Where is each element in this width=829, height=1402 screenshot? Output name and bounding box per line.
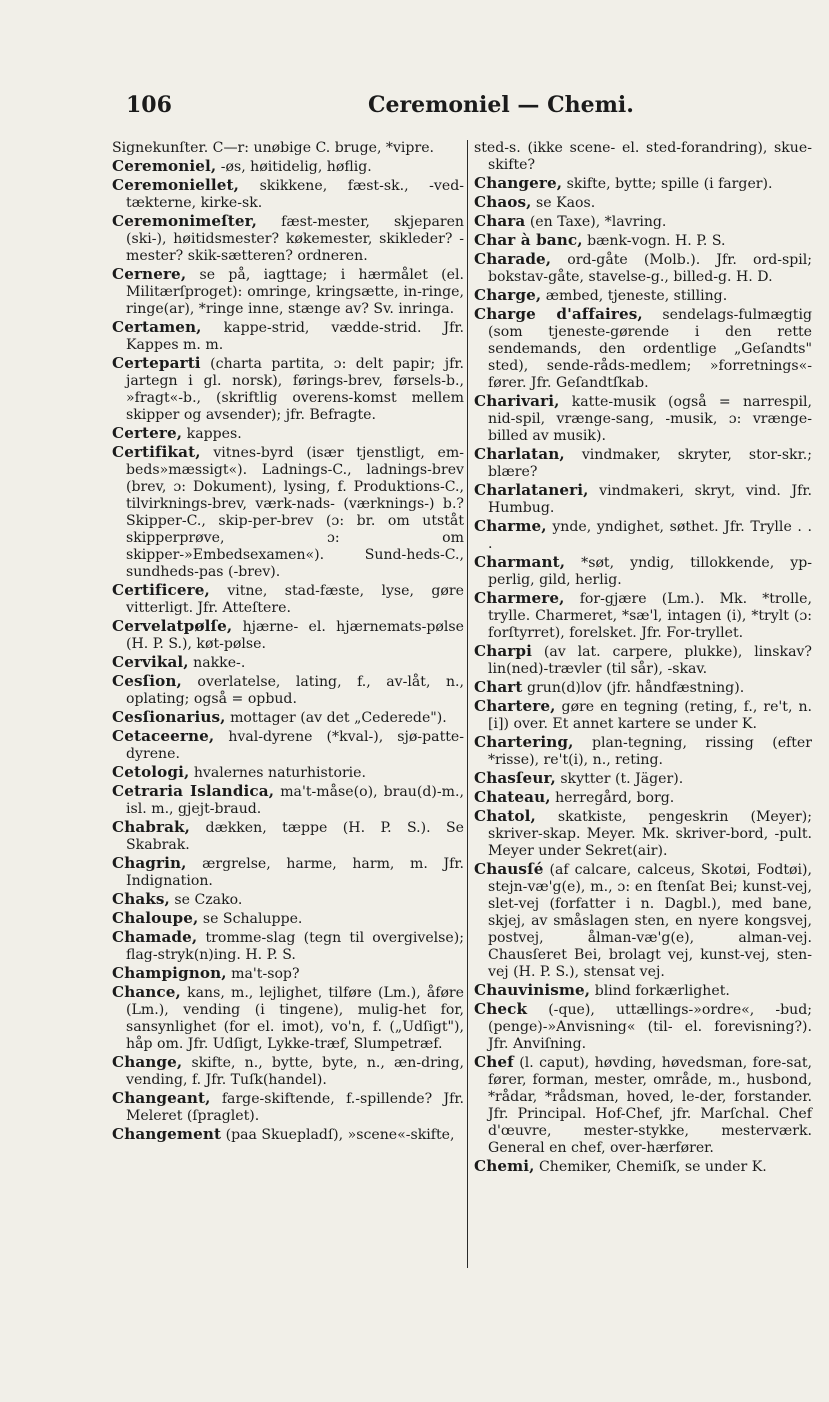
dictionary-entry: [474, 679, 812, 697]
entry-definition: se Schaluppe.: [202, 911, 303, 927]
dictionary-entry: [474, 808, 812, 860]
entry-headword: Cesſion,: [112, 672, 182, 690]
entry-definition: (en Taxe), *lavring.: [529, 214, 667, 230]
dictionary-entry: [112, 984, 464, 1053]
entry-definition: kappe-strid, vædde-strid. Jfr. Kappes m. m.: [126, 320, 465, 353]
entry-headword: Check: [474, 1000, 528, 1018]
entry-definition: (charta partita, ɔ: delt papir; jfr. jartegn i gl. norsk), førings-brev, førsels-b., »fragt«-b., (skriftlig overens-komst mellem skipper og avsender); jfr. Befragte.: [126, 356, 464, 423]
dictionary-entry: [112, 764, 464, 782]
dictionary-entry: [112, 819, 464, 854]
entry-definition: nakke-.: [193, 655, 246, 671]
entry-headword: Chauvinisme,: [474, 981, 591, 999]
entry-headword: Chartering,: [474, 733, 574, 751]
entry-headword: Cetologi,: [112, 763, 190, 781]
dictionary-entry: [474, 518, 812, 553]
dictionary-entry: [474, 232, 812, 250]
dictionary-entry: [112, 1090, 464, 1125]
dictionary-entry: [474, 175, 812, 193]
entry-headword: Chabrak,: [112, 818, 191, 836]
entry-headword: Charlataneri,: [474, 481, 589, 499]
entry-headword: Charade,: [474, 250, 552, 268]
entry-headword: Chaks,: [112, 890, 170, 908]
dictionary-entry: [474, 554, 812, 589]
entry-headword: Chasſeur,: [474, 769, 556, 787]
entry-headword: Chaos,: [474, 193, 532, 211]
column-divider: [467, 140, 468, 1268]
entry-headword: Chara: [474, 212, 526, 230]
dictionary-entry: [112, 158, 464, 176]
dictionary-entry: [474, 393, 812, 445]
entry-definition: blind forkærlighet.: [594, 983, 730, 999]
dictionary-entry: [112, 582, 464, 617]
entry-headword: Cervikal,: [112, 653, 189, 671]
dictionary-entry: [112, 728, 464, 763]
dictionary-entry: [112, 855, 464, 890]
entry-definition: hjærne- el. hjærnemats-pølse (H. P. S.), køt-pølse.: [126, 619, 465, 652]
dictionary-entry: [112, 355, 464, 424]
entry-headword: Charge d'affaires,: [474, 305, 643, 323]
entry-definition: (av lat. carpere, plukke), linskav? lin(ned)-trævler (til sår), -skav.: [488, 644, 812, 677]
dictionary-entry: [474, 140, 812, 174]
dictionary-entry: [474, 734, 812, 769]
entry-headword: Certamen,: [112, 318, 202, 336]
entry-headword: Char à banc,: [474, 231, 583, 249]
entry-headword: Changeant,: [112, 1089, 211, 1107]
entry-headword: Certeparti: [112, 354, 201, 372]
entry-headword: Cetraria Islandica,: [112, 782, 275, 800]
entry-definition: (l. caput), høvding, høvedsman, fore-sat, fører, forman, mester, område, m., husbond, *rådar, *rådsman, hoved, le-der, forstander. Jfr. Principal. Hof-Chef, jfr. Marſchal. Chef d'œuvre, mester-stykke, mesterværk. General en chef, over-hærfører.: [488, 1055, 812, 1156]
entry-definition: farge-skiftende, f.-spillende? Jfr. Meleret (ſpraglet).: [126, 1091, 465, 1124]
entry-headword: Changere,: [474, 174, 563, 192]
entry-headword: Certificere,: [112, 581, 210, 599]
entry-headword: Chamade,: [112, 928, 198, 946]
dictionary-entry: [112, 654, 464, 672]
entry-headword: Cernere,: [112, 265, 187, 283]
entry-headword: Charme,: [474, 517, 547, 535]
entry-definition: hvalernes naturhistorie.: [193, 765, 367, 781]
entry-headword: Ceremoniellet,: [112, 176, 239, 194]
entry-definition: for-gjære (Lm.). Mk. *trolle, trylle. Charmeret, *sæ'l, intagen (i), *trylt (ɔ: forſtyrret), forelsket. Jfr. For-tryllet.: [488, 591, 812, 641]
dictionary-entry: [474, 698, 812, 733]
dictionary-entry: [112, 444, 464, 581]
dictionary-entry: [112, 1126, 464, 1144]
entry-definition: (af calcare, calceus, Skotøi, Fodtøi), stejn-væ'g(e), m., ɔ: en ſtenſat Bei; kunst-vej, slet-vej (forfatter i n. Dagbl.), med bane, skjej, av småslagen sten, en nyere kongsvej, postvej, ålman-væ'g(e), alman-vej. Chausſeret Bei, brolagt vej, kunst-vej, sten-vej (H. P. S.), stensat vej.: [488, 862, 812, 980]
entry-definition: sendelags-fulmægtig (som tjeneste-gørende i den rette sendemands, den ordentlige „Geſandts" sted), sende-råds-medlem; »forretnings«-fører. Jfr. Geſandtſkab.: [488, 307, 812, 391]
entry-headword: Chance,: [112, 983, 181, 1001]
entry-definition: overlatelse, lating, f., av-låt, n., oplating; også = opbud.: [126, 674, 464, 707]
page-title: Ceremoniel — Chemi.: [368, 92, 634, 118]
entry-definition: (-que), uttællings-»ordre«, -bud; (penge)-»Anvisning« (til- el. forevisning?). Jfr. Anviſning.: [488, 1002, 813, 1052]
entry-headword: Charivari,: [474, 392, 560, 410]
dictionary-entry: [112, 1054, 464, 1089]
dictionary-entry: [112, 929, 464, 964]
entry-definition: gøre en tegning (reting, f., re't, n. [i]) over. Et annet kartere se under K.: [488, 699, 813, 732]
dictionary-entry: [474, 446, 812, 481]
entry-definition: skifte, bytte; spille (i farger).: [566, 176, 773, 192]
entry-definition: ord-gåte (Molb.). Jfr. ord-spil; bokstav-gåte, stavelse-g., billed-g. H. D.: [488, 252, 812, 285]
entry-definition: bænk-vogn. H. P. S.: [587, 233, 726, 249]
dictionary-entry: [474, 982, 812, 1000]
entry-headword: Champignon,: [112, 964, 227, 982]
left-column: [112, 140, 464, 1145]
dictionary-entry: [474, 287, 812, 305]
entry-definition: -øs, høitidelig, høflig.: [220, 159, 372, 175]
page-number: 106: [126, 92, 172, 118]
dictionary-entry: [474, 770, 812, 788]
entry-headword: Ceremonimeſter,: [112, 212, 258, 230]
dictionary-entry: [474, 306, 812, 392]
entry-headword: Certere,: [112, 424, 183, 442]
dictionary-entry: [112, 425, 464, 443]
entry-headword: Changement: [112, 1125, 222, 1143]
entry-definition: vitne, stad-fæste, lyse, gøre vitterligt. Jfr. Atteſtere.: [126, 583, 464, 616]
dictionary-entry: [112, 213, 464, 265]
entry-headword: Chef: [474, 1053, 514, 1071]
entry-definition: Signekunſter. C—r: unøbige C. bruge, *vipre.: [112, 140, 435, 156]
entry-definition: mottager (av det „Cederede").: [230, 710, 447, 726]
dictionary-entry: [474, 482, 812, 517]
entry-headword: Chartere,: [474, 697, 556, 715]
entry-headword: Chateau,: [474, 788, 551, 806]
dictionary-entry: [112, 910, 464, 928]
entry-headword: Charmant,: [474, 553, 566, 571]
entry-definition: ma't-sop?: [231, 966, 300, 982]
dictionary-entry: [112, 618, 464, 653]
entry-headword: Chatol,: [474, 807, 536, 825]
dictionary-entry: [474, 213, 812, 231]
entry-definition: skikkene, fæst-sk., -ved-tækterne, kirke-sk.: [126, 178, 465, 211]
entry-headword: Ceremoniel,: [112, 157, 217, 175]
entry-definition: ærgrelse, harme, harm, m. Jfr. Indignation.: [126, 856, 464, 889]
entry-headword: Cetaceerne,: [112, 727, 215, 745]
entry-definition: *søt, yndig, tillokkende, yp-perlig, gild, herlig.: [488, 555, 812, 588]
entry-definition: æmbed, tjeneste, stilling.: [545, 288, 728, 304]
entry-definition: skatkiste, pengeskrin (Meyer); skriver-skap. Meyer. Mk. skriver-bord, -pult. Meyer under Sekret(air).: [488, 809, 812, 859]
entry-headword: Certifikat,: [112, 443, 201, 461]
entry-headword: Charpi: [474, 642, 532, 660]
dictionary-entry: [112, 709, 464, 727]
entry-definition: (paa Skuepladſ), »scene«-skifte,: [225, 1127, 455, 1143]
dictionary-entry: [112, 965, 464, 983]
entry-definition: grun(d)lov (jfr. håndfæstning).: [526, 680, 745, 696]
dictionary-entry: [474, 861, 812, 981]
entry-headword: Charge,: [474, 286, 542, 304]
dictionary-entry: [474, 1001, 812, 1053]
dictionary-entry: [112, 140, 464, 157]
entry-headword: Chausſé: [474, 860, 544, 878]
dictionary-entry: [112, 783, 464, 818]
entry-definition: tromme-slag (tegn til overgivelse); flag-stryk(n)ing. H. P. S.: [126, 930, 464, 963]
entry-definition: skifte, n., bytte, byte, n., æn-dring, vending, f. Jfr. Tuſk(handel).: [126, 1055, 464, 1088]
entry-headword: Chemi,: [474, 1157, 535, 1175]
entry-definition: ma't-måse(o), brau(d)-m., isl. m., gjejt-braud.: [126, 784, 464, 817]
entry-definition: vindmakeri, skryt, vind. Jfr. Humbug.: [488, 483, 812, 516]
entry-definition: se på, iagttage; i hærmålet (el. Militærſproget): omringe, kringsætte, in-ringe, ringe(ar), *ringe inne, stænge av? Sv. inringa.: [126, 267, 464, 317]
entry-definition: dækken, tæppe (H. P. S.). Se Skabrak.: [126, 820, 464, 853]
entry-definition: sted-s. (ikke scene- el. sted-forandring), skue-skifte?: [474, 140, 812, 173]
dictionary-entry: [112, 266, 464, 318]
entry-headword: Cervelatpølſe,: [112, 617, 233, 635]
dictionary-entry: [474, 789, 812, 807]
dictionary-entry: [474, 1054, 812, 1157]
entry-headword: Chaloupe,: [112, 909, 199, 927]
dictionary-entry: [112, 891, 464, 909]
entry-definition: kans, m., lejlighet, tilføre (Lm.), åføre (Lm.), vending (i tingene), mulig-het for, sansynlighet (for el. imot), vo'n, f. („Udſigt"), håp om. Jfr. Udſigt, Lykke-træf, Slumpetræf.: [126, 985, 465, 1052]
entry-definition: kappes.: [186, 426, 242, 442]
entry-headword: Chagrin,: [112, 854, 187, 872]
entry-definition: fæst-mester, skjeparen (ski-), høitidsmester? køkemester, skikleder? -mester? skik-sætteren? ordneren.: [126, 214, 465, 264]
entry-definition: vindmaker, skryter, stor-skr.; blære?: [488, 447, 813, 480]
entry-definition: se Kaos.: [536, 195, 596, 211]
dictionary-entry: [474, 194, 812, 212]
entry-definition: plan-tegning, rissing (efter *risse), re't(i), n., reting.: [488, 735, 812, 768]
dictionary-entry: [474, 1158, 812, 1176]
dictionary-entry: [112, 177, 464, 212]
dictionary-entry: [112, 319, 464, 354]
entry-headword: Chart: [474, 678, 523, 696]
dictionary-entry: [474, 643, 812, 678]
dictionary-entry: [474, 251, 812, 286]
dictionary-entry: [474, 590, 812, 642]
entry-definition: herregård, borg.: [555, 790, 675, 806]
right-column: [474, 140, 812, 1177]
entry-headword: Change,: [112, 1053, 183, 1071]
entry-definition: skytter (t. Jäger).: [560, 771, 684, 787]
entry-headword: Cesſionarius,: [112, 708, 226, 726]
entry-headword: Charlatan,: [474, 445, 565, 463]
entry-headword: Charmere,: [474, 589, 565, 607]
entry-definition: hval-dyrene (*kval-), sjø-patte-dyrene.: [126, 729, 464, 762]
entry-definition: se Czako.: [174, 892, 243, 908]
entry-definition: Chemiker, Chemiſk, se under K.: [539, 1159, 767, 1175]
dictionary-entry: [112, 673, 464, 708]
entry-definition: vitnes-byrd (især tjenstligt, em-beds»mæssigt«). Ladnings-C., ladnings-brev (brev, ɔ: Dokument), lysing, f. Produktions-C., tilvirknings-brev, værk-nads- (værknings-) b.? Skipper-C., skip-per-brev (ɔ: br. om utståt skipperprøve, ɔ: om skipper-»Embedsexamen«). Sund-heds-C., sundheds-pas (-brev).: [126, 445, 464, 580]
entry-definition: katte-musik (også = narrespil, nid-spil, vrænge-sang, -musik, ɔ: vrænge-billed av musik).: [488, 394, 812, 444]
entry-definition: ynde, yndighet, søthet. Jfr. Trylle . . .: [488, 519, 812, 552]
